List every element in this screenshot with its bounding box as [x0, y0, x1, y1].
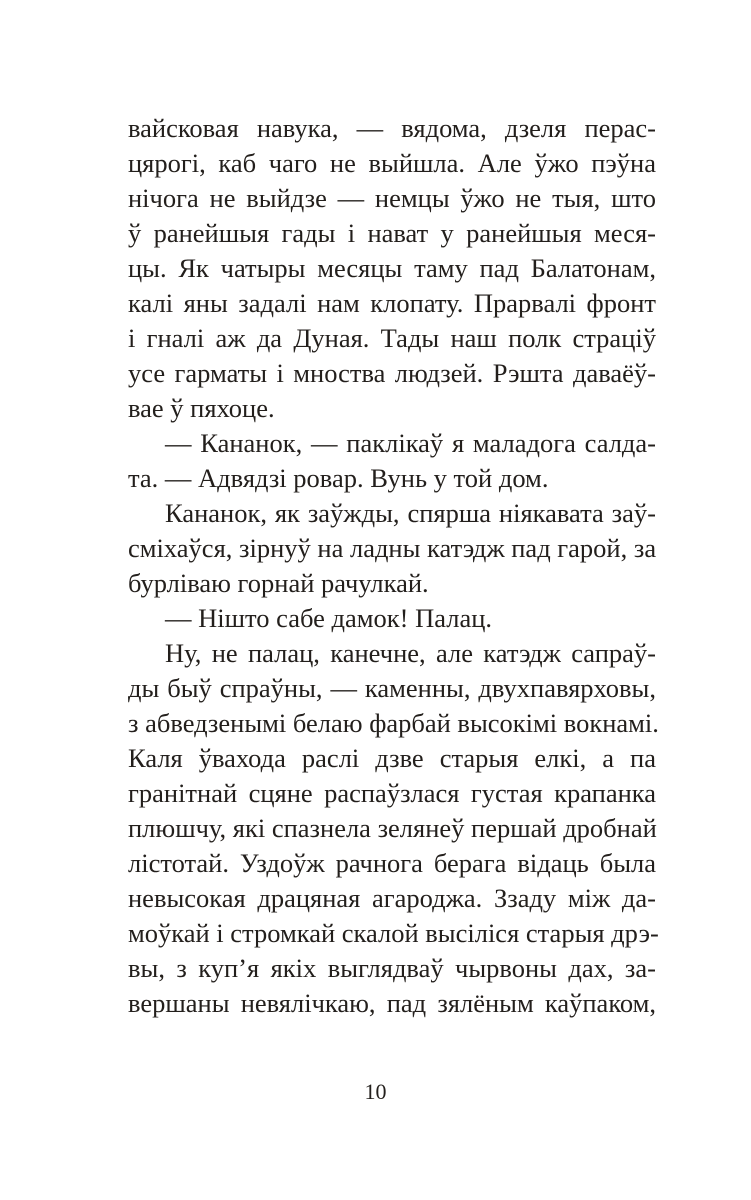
text-line: цярогі, каб чаго не выйшла. Але ўжо пэўна: [128, 148, 656, 178]
text-line: сміхаўся, зірнуў на ладны катэдж пад гарой, за: [128, 533, 657, 563]
text-line: невысокая драцяная агароджа. Ззаду між да-: [128, 883, 656, 913]
page-number: 10: [364, 1079, 387, 1104]
text-line: гранітнай сцяне распаўзлася густая крапанка: [128, 778, 656, 808]
text-line: ды быў спраўны, — каменны, двухпавярховы,: [128, 673, 656, 703]
text-line: усе гарматы і мноства людзей. Рэшта даваёў-: [128, 358, 656, 388]
text-line: вершаны невялічкаю, пад зялёным каўпаком,: [128, 988, 656, 1018]
text-line: — Нішто сабе дамок! Палац.: [165, 603, 493, 633]
text-line: бурліваю горнай рачулкай.: [128, 568, 429, 598]
text-line: з абведзенымі белаю фарбай высокімі вокнамі.: [128, 708, 659, 738]
text-line: Кананок, як заўжды, спярша ніякавата заў-: [165, 498, 656, 528]
text-line: моўкай і стромкай скалой высіліся старыя дрэ-: [128, 918, 659, 948]
text-line: — Кананок, — паклікаў я маладога салда-: [165, 428, 656, 458]
text-line: вы, з куп’я якіх выглядваў чырвоны дах, за-: [128, 953, 656, 983]
text-line: Ну, не палац, канечне, але катэдж сапраў-: [165, 638, 656, 668]
text-line: калі яны задалі нам клопату. Прарвалі фронт: [128, 288, 656, 318]
body-text: [128, 111, 659, 1021]
text-line: і гналі аж да Дуная. Тады наш полк страціў: [128, 323, 656, 353]
text-line: лістотай. Уздоўж рачнога берага відаць была: [128, 848, 656, 878]
text-line: Каля ўвахода раслі дзве старыя елкі, а па: [128, 743, 656, 773]
text-line: нічога не выйдзе — немцы ўжо не тыя, што: [128, 183, 656, 213]
text-line: вае ў пяхоце.: [128, 393, 275, 423]
text-line: цы. Як чатыры месяцы таму пад Балатонам,: [128, 253, 656, 283]
text-line: ў ранейшыя гады і нават у ранейшыя меся-: [128, 218, 656, 248]
text-line: вайсковая навука, — вядома, дзеля перас-: [128, 113, 656, 143]
text-line: та. — Адвядзі ровар. Вунь у той дом.: [128, 463, 549, 493]
text-line: плюшчу, які спазнела зелянеў першай дробнай: [128, 813, 657, 843]
